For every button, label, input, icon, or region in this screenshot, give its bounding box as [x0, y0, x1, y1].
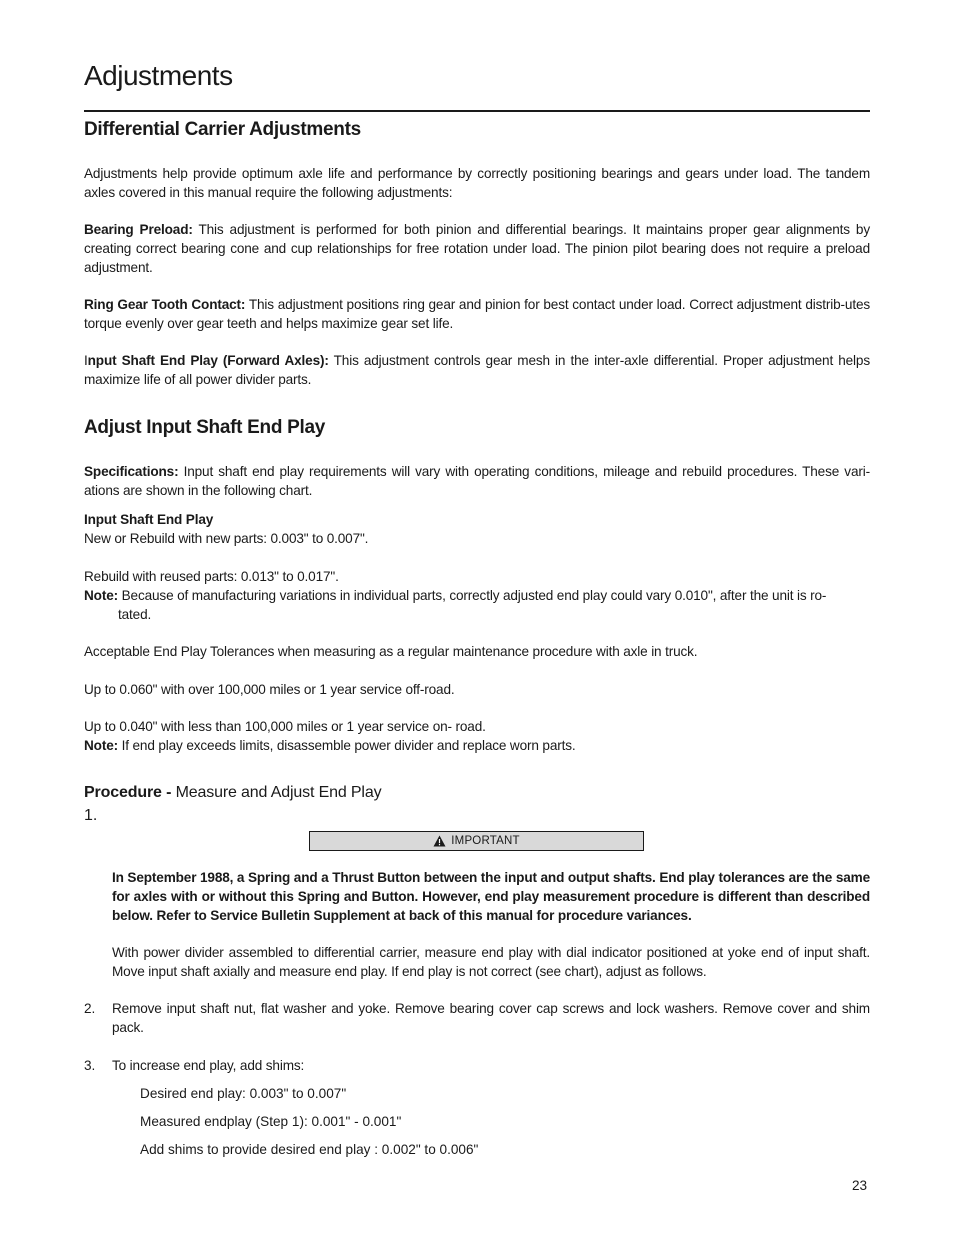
procedure-label: Procedure - — [84, 784, 176, 801]
input-shaft-label: nput Shaft End Play (Forward Axles): — [87, 353, 329, 368]
section-heading-differential: Differential Carrier Adjustments — [84, 119, 361, 140]
note-label: Note: — [84, 588, 118, 603]
step-number: 2. — [84, 1001, 96, 1016]
note-continuation: tated. — [118, 607, 152, 622]
bearing-preload-label: Bearing Preload: — [84, 222, 193, 237]
input-shaft-text: This adjustment controls gear mesh in the inter-axle differential. Proper adjustment helps maximize life of all power divider parts. — [84, 353, 870, 387]
intro-paragraph: Adjustments help provide optimum axle life and performance by correctly positioning bearings and gears under load. The tandem axles covered in this manual require the following adjustments: — [84, 166, 870, 200]
onroad-tolerance: Up to 0.040" with less than 100,000 miles or 1 year service on- road. — [84, 719, 486, 734]
step-3-text: To increase end play, add shims: — [112, 1058, 305, 1073]
input-shaft-paragraph — [84, 351, 870, 389]
specifications-text: Input shaft end play requirements will vary with operating conditions, mileage and rebuild procedures. These vari-ations are shown in the following chart. — [84, 464, 870, 498]
acceptable-tolerances: Acceptable End Play Tolerances when measuring as a regular maintenance procedure with axle in truck. — [84, 644, 698, 659]
warning-icon — [433, 835, 446, 847]
procedure-heading — [84, 783, 870, 803]
ring-gear-paragraph — [84, 295, 870, 333]
title-divider — [84, 110, 870, 112]
important-text: In September 1988, a Spring and a Thrust Button between the input and output shafts. End play tolerances are the same for axles with or without this Spring and Button. However, end play measurement procedure is different than described below. Refer to Service Bulletin Supplement at back of this manual for procedure variances. — [112, 870, 870, 923]
step-number: 1. — [84, 807, 98, 824]
input-shaft-prefix: I — [84, 353, 88, 368]
note-label: Note: — [84, 738, 118, 753]
add-shims: Add shims to provide desired end play : 0.002" to 0.006" — [140, 1142, 479, 1157]
section-heading-end-play: Adjust Input Shaft End Play — [84, 417, 326, 438]
end-play-chart-title: Input Shaft End Play — [84, 512, 214, 527]
desired-end-play: Desired end play: 0.003" to 0.007" — [140, 1086, 347, 1101]
bearing-preload-paragraph — [84, 220, 870, 277]
specifications-paragraph — [84, 462, 870, 500]
step-2-text: Remove input shaft nut, flat washer and yoke. Remove bearing cover cap screws and lock washers. Remove cover and shim pack. — [112, 1001, 870, 1035]
procedure-title: Measure and Adjust End Play — [175, 784, 382, 801]
note-text: If end play exceeds limits, disassemble power divider and replace worn parts. — [118, 738, 576, 753]
offroad-tolerance: Up to 0.060" with over 100,000 miles or 1 year service off-road. — [84, 682, 455, 697]
page-title: Adjustments — [84, 60, 233, 91]
important-label: IMPORTANT — [451, 835, 520, 847]
ring-gear-label: Ring Gear Tooth Contact: — [84, 297, 246, 312]
bearing-preload-text: This adjustment is performed for both pinion and differential bearings. It maintains proper gear alignments by creating correct bearing cone and cup relationships for free rotation under load. The pinion pilot bearing does not require a preload adjustment. — [84, 222, 870, 275]
reused-parts-spec: Rebuild with reused parts: 0.013" to 0.017". — [84, 569, 339, 584]
ring-gear-text: This adjustment positions ring gear and pinion for best contact under load. Correct adjustment distrib-utes torque evenly over gear teeth and helps maximize gear set life. — [84, 297, 870, 331]
specifications-label: Specifications: — [84, 464, 179, 479]
note-exceeds-limits — [84, 736, 870, 755]
important-banner — [309, 831, 644, 851]
page-number: 23 — [852, 1178, 868, 1193]
step-1-text: With power divider assembled to differential carrier, measure end play with dial indicator positioned at yoke end of input shaft. Move input shaft axially and measure end play. If end play is not correct (see chart), adjust as follows. — [112, 945, 870, 979]
note-text: Because of manufacturing variations in individual parts, correctly adjusted end play could vary 0.010", after the unit is ro- — [118, 588, 827, 603]
measured-end-play: Measured endplay (Step 1): 0.001" - 0.001" — [140, 1114, 402, 1129]
new-parts-spec: New or Rebuild with new parts: 0.003" to 0.007". — [84, 531, 369, 546]
step-number: 3. — [84, 1058, 96, 1073]
note-manufacturing — [84, 586, 870, 605]
